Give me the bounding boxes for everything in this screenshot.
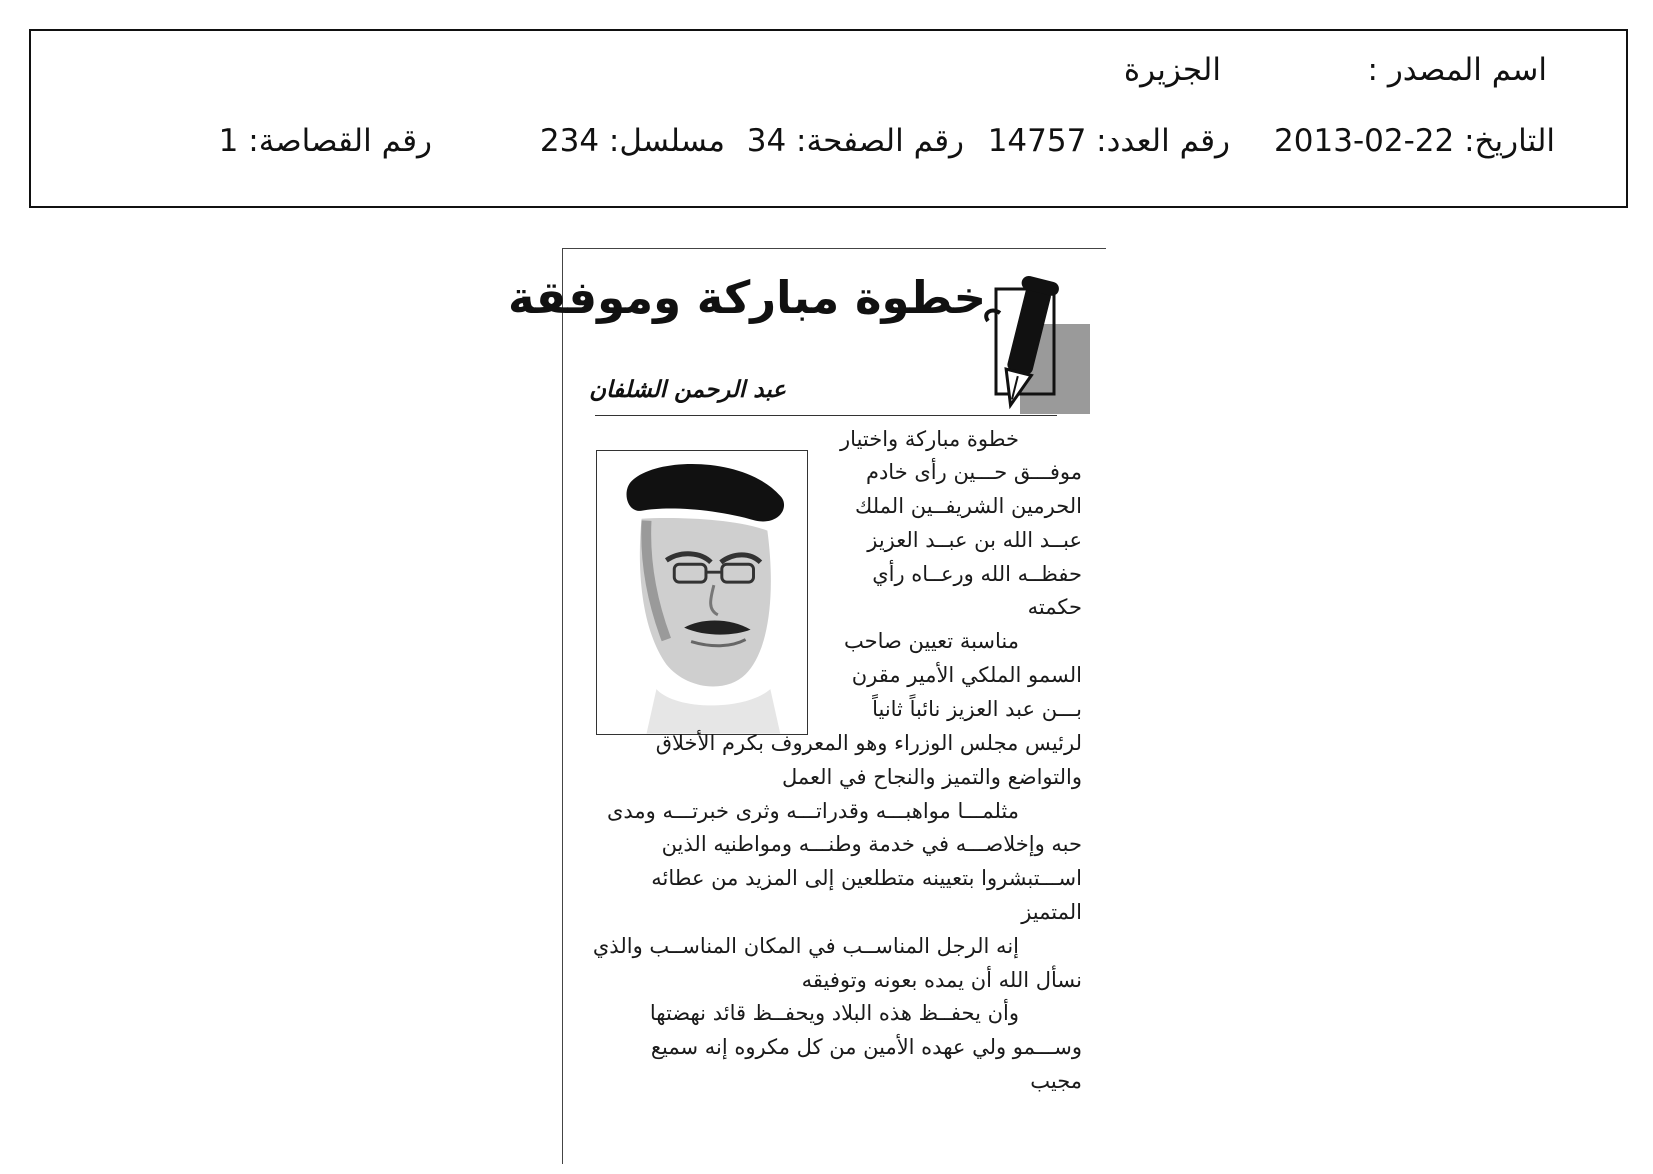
article-line: وأن يحفــظ هذه البلاد ويحفــظ قائد نهضتها [649, 1001, 1019, 1025]
article-line: حكمته [1027, 595, 1082, 619]
article-line: مثلمـــا مواهبـــه وقدراتـــه وثرى خبرتـــه ومدى [606, 799, 1019, 823]
article-line: السمو الملكي الأمير مقرن [851, 663, 1082, 687]
article-line: مجيب [1030, 1069, 1082, 1093]
article-line: المتميز [1021, 900, 1082, 924]
article-line: حفظــه الله ورعــاه رأي [872, 562, 1082, 586]
pen-icon [978, 269, 1103, 417]
article-line: بـــن عبد العزيز نائباً ثانياً [872, 697, 1082, 721]
author-portrait [596, 450, 808, 735]
article-line: والتواضع والتميز والنجاح في العمل [781, 765, 1082, 789]
metadata-box [29, 29, 1628, 208]
article-line: اســـتبشروا بتعيينه متطلعين إلى المزيد من عطائه [651, 866, 1082, 890]
article-line: وســـمو ولي عهده الأمين من كل مكروه إنه سميع [650, 1035, 1082, 1059]
article-line: خطوة مباركة واختيار [840, 427, 1019, 451]
article-line: حبه وإخلاصـــه في خدمة وطنـــه ومواطنيه الذين [661, 832, 1082, 856]
article-line: مناسبة تعيين صاحب [844, 629, 1019, 653]
article-line: الحرمين الشريفــين الملك [855, 494, 1082, 518]
divider [595, 415, 1057, 416]
article-line: نسأل الله أن يمده بعونه وتوفيقه [801, 968, 1082, 992]
page-field: رقم الصفحة: 34 [746, 123, 964, 159]
article-headline: خطوة مباركة وموفقة [507, 271, 986, 324]
article-author: عبد الرحمن الشلفان [589, 377, 786, 403]
date-field: التاريخ: 22-02-2013 [1274, 123, 1555, 159]
source-name: الجزيرة [1123, 52, 1221, 88]
article-line: إنه الرجل المناســب في المكان المناســب والذي [592, 934, 1019, 958]
article-line: موفـــق حـــين رأى خادم [865, 460, 1082, 484]
clip-field: رقم القصاصة: 1 [218, 123, 432, 159]
source-label: اسم المصدر : [1367, 52, 1547, 88]
serial-field: مسلسل: 234 [539, 123, 725, 159]
article-line: لرئيس مجلس الوزراء وهو المعروف بكرم الأخلاق [655, 731, 1082, 755]
article-line: عبــد الله بن عبــد العزيز [867, 528, 1082, 552]
issue-field: رقم العدد: 14757 [987, 123, 1230, 159]
newspaper-clipping [507, 248, 1106, 1164]
